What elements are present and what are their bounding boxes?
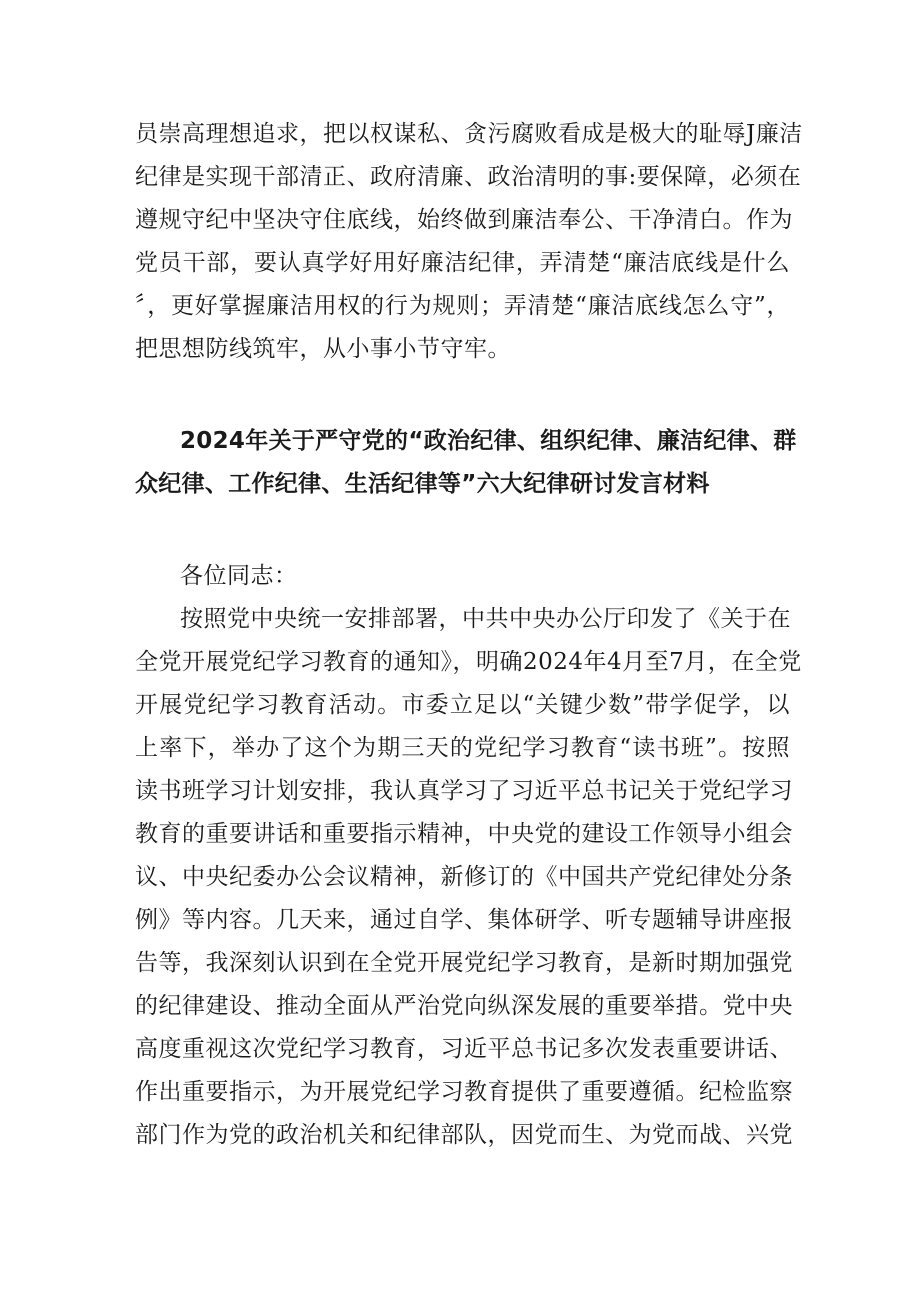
- title-line: 2024年关于严守党的“政治纪律、组织纪律、廉洁纪律、群: [180, 428, 797, 454]
- text-line: 例》等内容。几天来，通过自学、集体研学、听专题辅导讲座报: [135, 907, 793, 933]
- text-line: 党员干部，要认真学好用好廉洁纪律，弄清楚“廉洁底线是什么: [135, 250, 790, 276]
- text-line: 教育的重要讲话和重要指示精神，中央党的建设工作领导小组会: [135, 821, 793, 847]
- text-line: 告等，我深刻认识到在全党开展党纪学习教育，是新时期加强党: [135, 950, 793, 976]
- text-line: 纪律是实现干部清正、政府清廉、政治清明的事:要保障，必须在: [135, 164, 802, 190]
- text-line: 高度重视这次党纪学习教育，习近平总书记多次发表重要讲话、: [135, 1036, 793, 1062]
- text-line: 按照党中央统一安排部署，中共中央办公厅印发了《关于在: [180, 606, 791, 632]
- text-line: 读书班学习计划安排，我认真学习了习近平总书记关于党纪学习: [135, 778, 793, 804]
- text-line: 作出重要指示，为开展党纪学习教育提供了重要遵循。纪检监察: [135, 1079, 793, 1105]
- text-line: 上率下，举办了这个为期三天的党纪学习教育“读书班”。按照: [135, 735, 790, 761]
- text-line: 遵规守纪中坚决守住底线，始终做到廉洁奉公、干净清白。作为: [135, 207, 793, 233]
- text-line: 议、中央纪委办公会议精神，新修订的《中国共产党纪律处分条: [135, 864, 793, 890]
- text-line: 〞，更好掌握廉洁用权的行为规则；弄清楚“廉洁底线怎么守”，: [135, 293, 790, 319]
- text-line: 开展党纪学习教育活动。市委立足以“关键少数”带学促学，以: [135, 692, 790, 718]
- text-line: 把思想防线筑牢，从小事小节守牢。: [135, 336, 511, 362]
- text-line: 部门作为党的政治机关和纪律部队，因党而生、为党而战、兴党: [135, 1122, 793, 1148]
- salutation: 各位同志：: [180, 563, 298, 589]
- text-line: 全党开展党纪学习教育的通知》，明确2024年4月至7月，在全党: [135, 649, 802, 675]
- title-line: 众纪律、工作纪律、生活纪律等”六大纪律研讨发言材料: [135, 471, 710, 497]
- text-line: 的纪律建设、推动全面从严治党向纵深发展的重要举措。党中央: [135, 993, 793, 1019]
- text-line: 员崇高理想追求，把以权谋私、贪污腐败看成是极大的耻辱J廉洁: [135, 121, 803, 147]
